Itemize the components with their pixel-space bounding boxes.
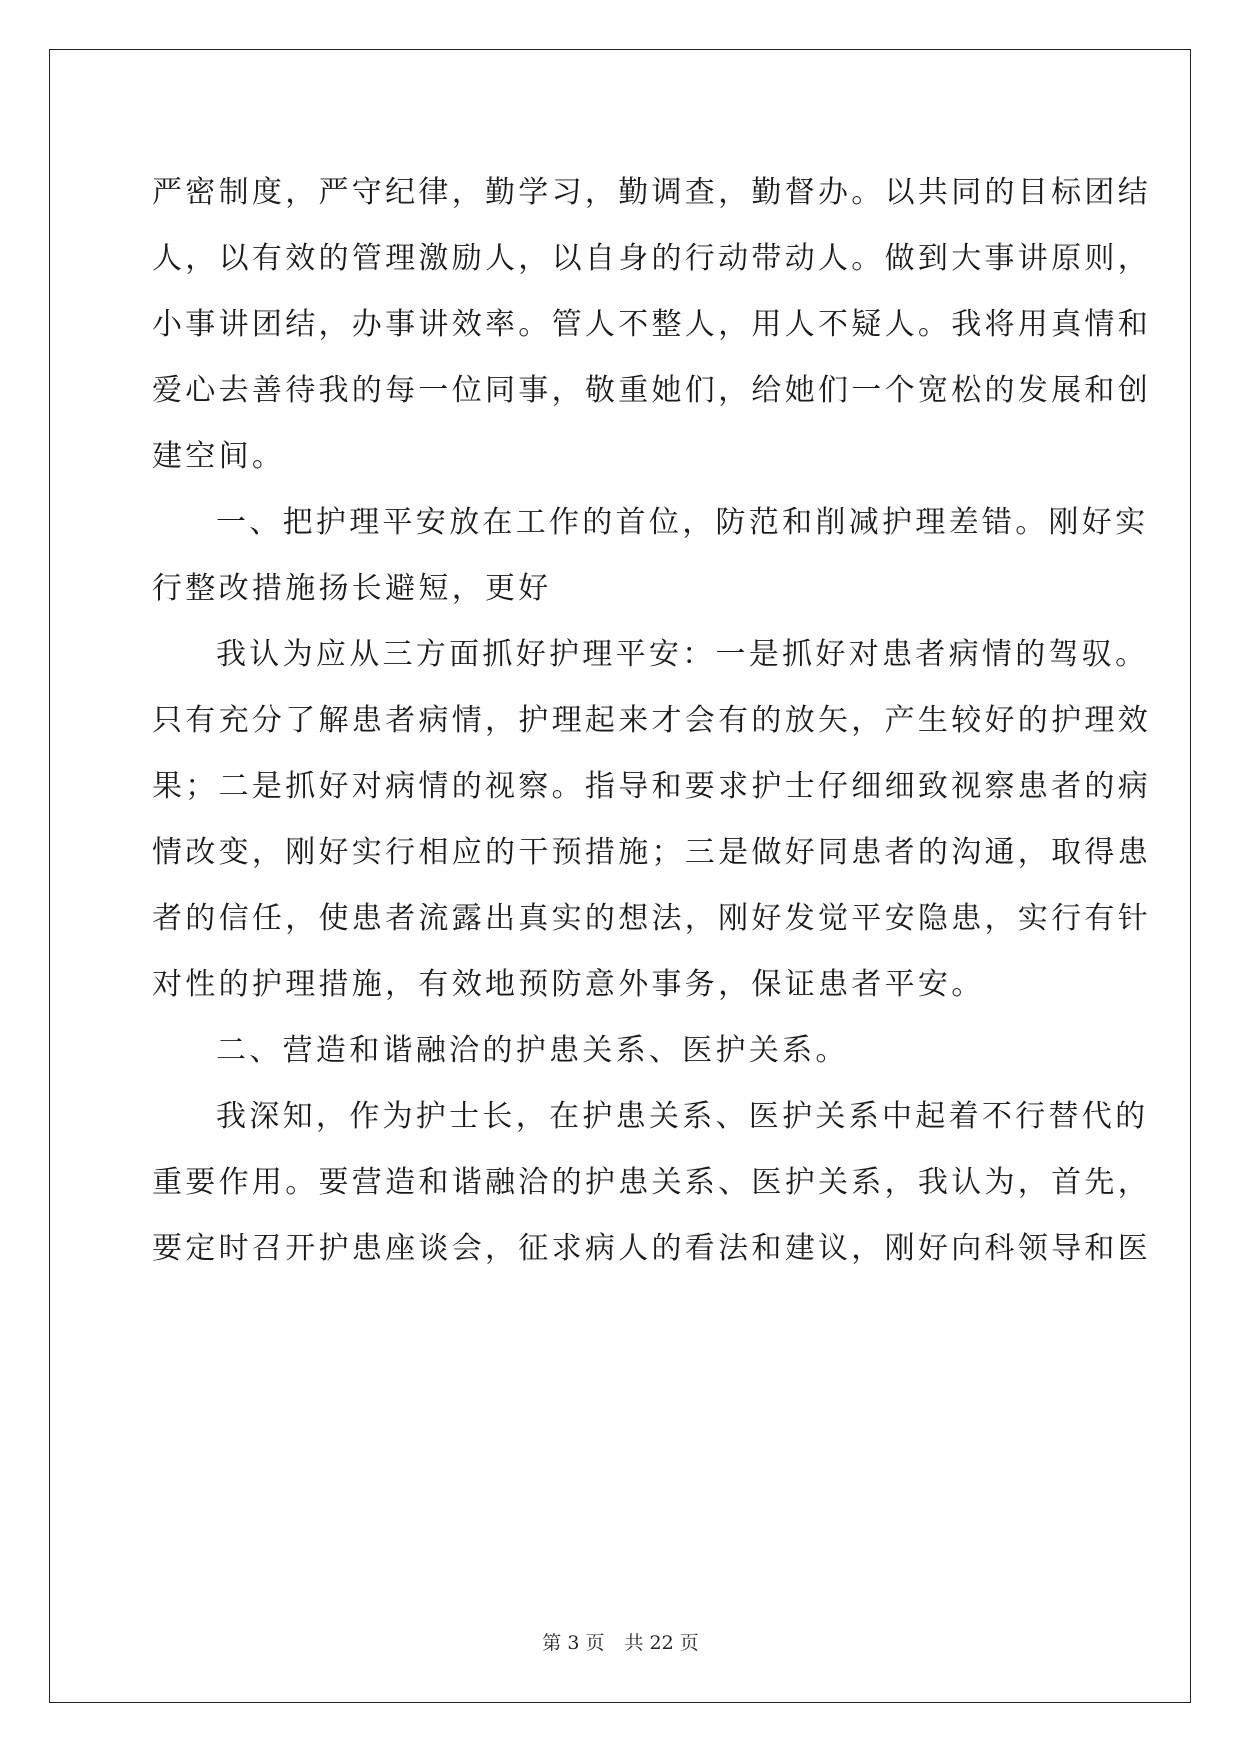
text-line: 果；二是抓好对病情的视察。指导和要求护士仔细细致视察患者的病 (152, 769, 1151, 804)
text-line: 行整改措施扬长避短，更好 (152, 571, 552, 606)
text-line: 人，以有效的管理激励人，以自身的行动带动人。做到大事讲原则， (152, 241, 1151, 276)
text-line: 对性的护理措施，有效地预防意外事务，保证患者平安。 (152, 967, 985, 1002)
section-heading-line: 一、把护理平安放在工作的首位，防范和削减护理差错。刚好实 (216, 505, 1149, 540)
text-line: 重要作用。要营造和谐融洽的护患关系、医护关系，我认为，首先， (152, 1165, 1151, 1200)
page-total: 共 22 页 (624, 1632, 699, 1654)
text-line: 建空间。 (152, 439, 286, 474)
page-footer (0, 1628, 1241, 1655)
text-line: 严密制度，严守纪律，勤学习，勤调查，勤督办。以共同的目标团结 (152, 175, 1151, 210)
section-heading-line: 二、营造和谐融洽的护患关系、医护关系。 (216, 1033, 849, 1068)
page-number: 第 3 页 (542, 1632, 605, 1654)
document-body (152, 160, 1151, 1282)
text-line: 小事讲团结，办事讲效率。管人不整人，用人不疑人。我将用真情和 (152, 307, 1151, 342)
text-line: 者的信任，使患者流露出真实的想法，刚好发觉平安隐患，实行有针 (152, 901, 1151, 936)
paragraph-start-line: 我认为应从三方面抓好护理平安：一是抓好对患者病情的驾驭。 (216, 637, 1149, 672)
text-line: 情改变，刚好实行相应的干预措施；三是做好同患者的沟通，取得患 (152, 835, 1151, 870)
text-line: 只有充分了解患者病情，护理起来才会有的放矢，产生较好的护理效 (152, 703, 1151, 738)
text-line: 要定时召开护患座谈会，征求病人的看法和建议，刚好向科领导和医 (152, 1231, 1151, 1266)
paragraph-start-line: 我深知，作为护士长，在护患关系、医护关系中起着不行替代的 (216, 1099, 1149, 1134)
text-line: 爱心去善待我的每一位同事，敬重她们，给她们一个宽松的发展和创 (152, 373, 1151, 408)
